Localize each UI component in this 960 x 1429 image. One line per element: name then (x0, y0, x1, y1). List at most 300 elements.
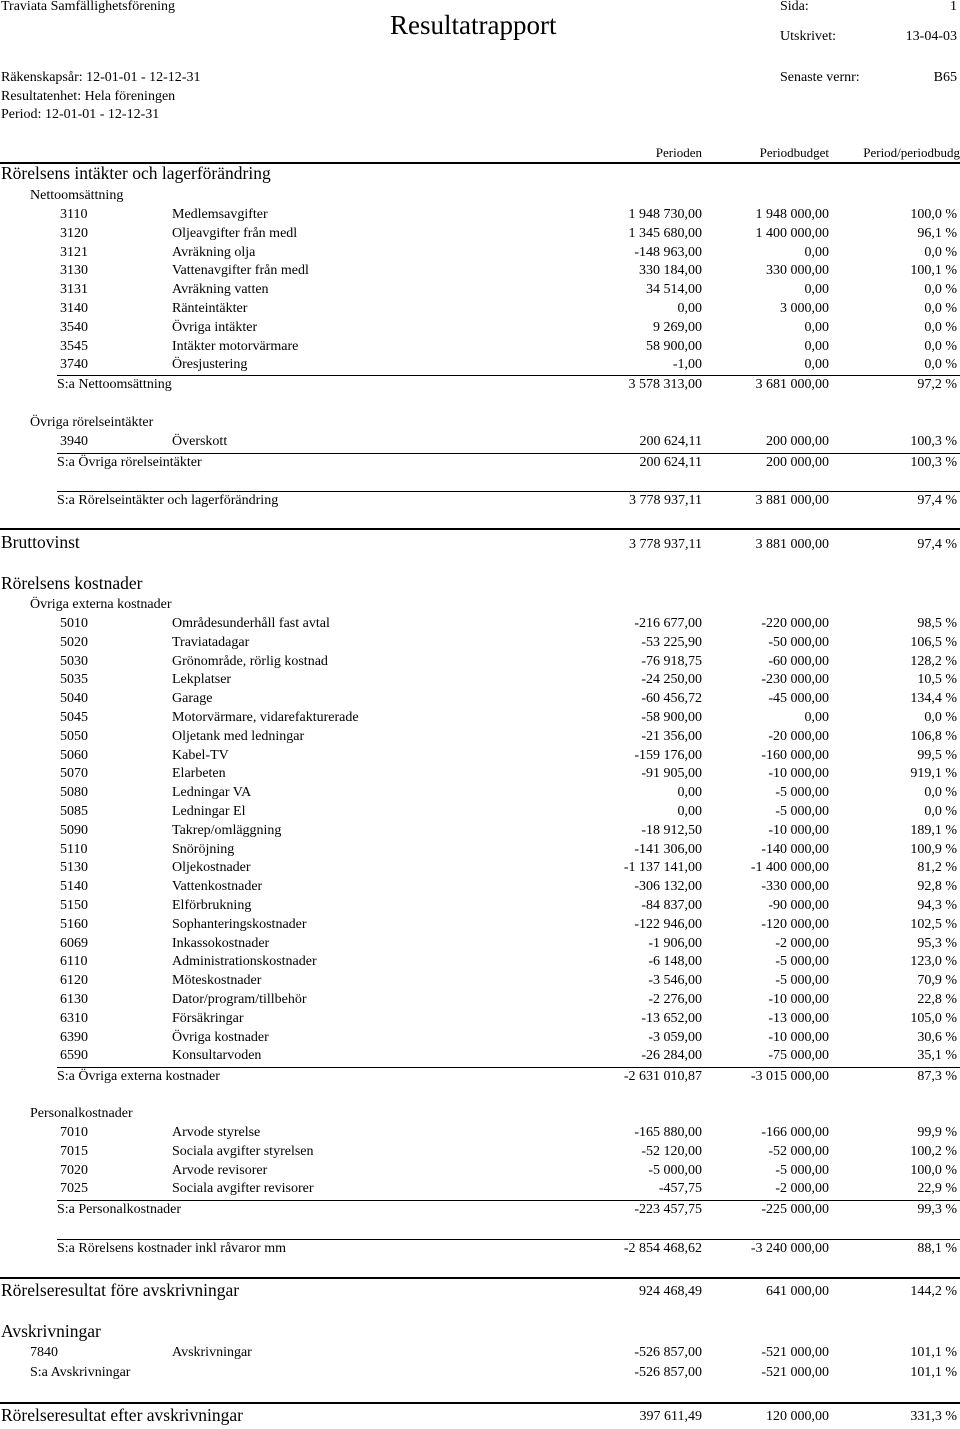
sum-label: S:a Rörelseintäkter och lagerförändring (57, 493, 279, 508)
latest-voucher-label: Senaste vernr: (780, 70, 860, 85)
sum-row (0, 454, 960, 473)
account-name: Arvode styrelse (172, 1125, 261, 1140)
period-amount: -60 456,72 (641, 691, 702, 707)
period-amount: -3 546,00 (648, 973, 702, 989)
period-amount: -91 905,00 (641, 766, 702, 782)
table-row (0, 747, 960, 766)
period-amount: 34 514,00 (646, 282, 702, 298)
ratio-percent: 95,3 % (917, 935, 957, 951)
period-amount: -21 356,00 (641, 728, 702, 744)
budget-amount: -5 000,00 (775, 1162, 829, 1178)
table-row (0, 709, 960, 728)
table-row (0, 916, 960, 935)
account-name: Oljekostnader (172, 860, 251, 876)
budget-amount: 0,00 (804, 244, 829, 260)
budget-amount: -10 000,00 (768, 992, 829, 1007)
account-number: 6390 (60, 1029, 88, 1045)
table-row (0, 859, 960, 878)
total-rule (0, 528, 960, 530)
ratio-percent: 100,3 % (910, 455, 957, 470)
budget-amount: 3 881 000,00 (755, 493, 829, 508)
ratio-percent: 134,4 % (910, 691, 957, 707)
budget-amount: 0,00 (804, 282, 829, 298)
period-amount: 58 900,00 (646, 338, 702, 354)
budget-amount: 0,00 (804, 710, 829, 725)
budget-amount: -166 000,00 (761, 1125, 829, 1140)
period-amount: -24 250,00 (641, 672, 702, 688)
account-name: Takrep/omläggning (172, 822, 282, 838)
sum-row (0, 1201, 960, 1220)
budget-amount: -90 000,00 (768, 898, 829, 913)
ratio-percent: 10,5 % (917, 672, 957, 688)
period-amount: -1 137 141,00 (623, 860, 702, 876)
period-amount: -53 225,90 (641, 634, 702, 650)
budget-amount: 200 000,00 (766, 455, 829, 470)
period-amount: -1 906,00 (648, 935, 702, 951)
ratio-percent: 100,0 % (910, 207, 957, 222)
budget-amount: -45 000,00 (768, 691, 829, 707)
budget-amount: -2 000,00 (775, 1181, 829, 1197)
account-number: 6590 (60, 1048, 88, 1064)
account-number: 5010 (60, 616, 88, 631)
table-row (0, 653, 960, 672)
account-number: 5150 (60, 898, 88, 913)
ratio-percent: 0,0 % (924, 244, 957, 260)
table-row (0, 1344, 960, 1363)
account-number: 3140 (60, 301, 88, 316)
account-name: Övriga intäkter (172, 319, 258, 335)
account-number: 6310 (60, 1010, 88, 1026)
ratio-percent: 98,5 % (917, 616, 957, 631)
account-number: 7010 (60, 1125, 88, 1140)
account-name: Elförbrukning (172, 898, 252, 913)
page-label: Sida: (780, 0, 809, 14)
ratio-percent: 101,1 % (910, 1365, 957, 1380)
org-name: Traviata Samfällighetsförening (1, 0, 176, 14)
account-name: Arvode revisorer (172, 1162, 268, 1178)
section-title: Avskrivningar (1, 1321, 101, 1341)
account-number: 5060 (60, 747, 88, 763)
account-name: Avräkning olja (172, 244, 256, 260)
period-amount: -76 918,75 (641, 653, 702, 669)
group-title: Övriga externa kostnader (30, 597, 172, 612)
printed-date: 13-04-03 (905, 29, 957, 44)
ratio-percent: 87,3 % (917, 1069, 957, 1084)
table-row (0, 972, 960, 991)
budget-amount: -220 000,00 (761, 616, 829, 631)
account-number: 3740 (60, 357, 88, 373)
account-name: Traviatadagar (172, 634, 250, 650)
table-row (0, 1029, 960, 1048)
account-name: Konsultarvoden (172, 1048, 262, 1064)
account-name: Ledningar VA (172, 785, 252, 801)
account-name: Sociala avgifter revisorer (172, 1181, 314, 1197)
budget-amount: 330 000,00 (766, 263, 829, 279)
account-number: 7840 (30, 1345, 58, 1360)
budget-amount: -60 000,00 (768, 653, 829, 669)
account-number: 5045 (60, 710, 88, 725)
table-row (0, 1143, 960, 1162)
ratio-percent: 22,9 % (917, 1181, 957, 1197)
budget-amount: 3 000,00 (780, 301, 829, 316)
table-row (0, 897, 960, 916)
period: Period: 12-01-01 - 12-12-31 (1, 107, 160, 122)
account-number: 5020 (60, 634, 88, 650)
ebit-label: Rörelseresultat efter avskrivningar (1, 1405, 243, 1425)
column-header-ratio: Period/periodbudg (863, 145, 960, 160)
table-row (0, 262, 960, 281)
ebit-row (0, 1405, 960, 1427)
account-number: 5110 (60, 841, 88, 857)
account-number: 6120 (60, 973, 88, 989)
account-name: Grönområde, rörlig kostnad (172, 653, 328, 669)
ratio-percent: 0,0 % (924, 282, 957, 298)
account-name: Öresjustering (172, 357, 248, 373)
account-name: Medlemsavgifter (172, 207, 268, 222)
ebitda-label: Rörelseresultat före avskrivningar (1, 1280, 240, 1300)
column-header-budget: Periodbudget (759, 145, 829, 160)
account-number: 3940 (60, 434, 88, 449)
budget-amount: 3 881 000,00 (755, 537, 829, 552)
account-name: Oljetank med ledningar (172, 728, 305, 744)
account-name: Avräkning vatten (172, 282, 269, 298)
account-number: 5080 (60, 785, 88, 801)
ratio-percent: 94,3 % (917, 898, 957, 913)
ratio-percent: 88,1 % (917, 1241, 957, 1256)
table-row (0, 1010, 960, 1029)
budget-amount: -3 240 000,00 (750, 1241, 829, 1256)
section-title: Rörelsens kostnader (1, 573, 143, 593)
ratio-percent: 128,2 % (910, 653, 957, 669)
period-amount: -306 132,00 (634, 879, 702, 895)
account-name: Försäkringar (172, 1010, 244, 1026)
ratio-percent: 35,1 % (917, 1048, 957, 1064)
gross-profit-label: Bruttovinst (1, 532, 80, 552)
ratio-percent: 106,5 % (910, 634, 957, 650)
account-name: Avskrivningar (172, 1345, 252, 1360)
ratio-percent: 0,0 % (924, 804, 957, 819)
account-number: 5130 (60, 860, 88, 876)
period-amount: -3 059,00 (648, 1029, 702, 1045)
period-amount: 0,00 (677, 301, 702, 316)
budget-amount: -5 000,00 (775, 785, 829, 801)
period-amount: -457,75 (658, 1181, 702, 1197)
ratio-percent: 100,1 % (910, 263, 957, 279)
table-row (0, 1047, 960, 1066)
ratio-percent: 0,0 % (924, 357, 957, 373)
sum-label: S:a Övriga rörelseintäkter (57, 455, 202, 470)
budget-amount: -330 000,00 (761, 879, 829, 895)
account-name: Övriga kostnader (172, 1029, 269, 1045)
table-row (0, 803, 960, 822)
sum-row (0, 376, 960, 395)
account-name: Möteskostnader (172, 973, 262, 989)
group-title: Personalkostnader (30, 1106, 133, 1121)
ratio-percent: 331,3 % (910, 1409, 957, 1424)
period-amount: 1 948 730,00 (628, 207, 702, 222)
budget-amount: -5 000,00 (775, 973, 829, 989)
account-name: Överskott (172, 434, 228, 449)
budget-amount: -5 000,00 (775, 954, 829, 970)
account-number: 3110 (60, 207, 88, 222)
period-amount: -165 880,00 (634, 1125, 702, 1140)
account-number: 6110 (60, 954, 88, 970)
budget-amount: -75 000,00 (768, 1048, 829, 1064)
budget-amount: 641 000,00 (766, 1284, 829, 1299)
period-amount: 3 578 313,00 (628, 377, 702, 392)
table-row (0, 765, 960, 784)
budget-amount: 1 400 000,00 (755, 225, 829, 241)
budget-amount: -5 000,00 (775, 804, 829, 819)
budget-amount: -230 000,00 (761, 672, 829, 688)
account-number: 5070 (60, 766, 88, 782)
account-number: 5090 (60, 822, 88, 838)
account-name: Vattenkostnader (172, 879, 263, 895)
account-number: 6130 (60, 992, 88, 1007)
period-amount: 330 184,00 (639, 263, 702, 279)
ratio-percent: 30,6 % (917, 1029, 957, 1045)
account-number: 3131 (60, 282, 88, 298)
ratio-percent: 123,0 % (910, 954, 957, 970)
ratio-percent: 70,9 % (917, 973, 957, 989)
period-amount: -526 857,00 (634, 1365, 702, 1380)
account-number: 7015 (60, 1143, 88, 1159)
period-amount: -148 963,00 (634, 244, 702, 260)
group-title: Övriga rörelseintäkter (30, 415, 154, 430)
account-name: Administrationskostnader (172, 954, 317, 970)
ratio-percent: 102,5 % (910, 916, 957, 932)
account-name: Sociala avgifter styrelsen (172, 1143, 314, 1159)
budget-amount: -20 000,00 (768, 728, 829, 744)
sum-label: S:a Personalkostnader (57, 1202, 182, 1217)
ratio-percent: 96,1 % (917, 225, 957, 241)
ratio-percent: 105,0 % (910, 1010, 957, 1026)
period-amount: -2 276,00 (648, 992, 702, 1007)
table-row (0, 728, 960, 747)
budget-amount: -140 000,00 (761, 841, 829, 857)
budget-amount: -1 400 000,00 (750, 860, 829, 876)
table-row (0, 1162, 960, 1181)
period-amount: -2 854 468,62 (623, 1241, 702, 1256)
period-amount: 0,00 (677, 804, 702, 819)
account-number: 3120 (60, 225, 88, 241)
budget-amount: 120 000,00 (766, 1409, 829, 1424)
account-name: Vattenavgifter från medl (172, 263, 309, 279)
period-amount: -52 120,00 (641, 1143, 702, 1159)
budget-amount: -225 000,00 (761, 1202, 829, 1217)
budget-amount: -52 000,00 (768, 1143, 829, 1159)
period-amount: -1,00 (672, 357, 702, 373)
ratio-percent: 99,3 % (917, 1202, 957, 1217)
account-number: 7025 (60, 1181, 88, 1197)
table-row (0, 991, 960, 1010)
period-amount: -13 652,00 (641, 1010, 702, 1026)
ratio-percent: 101,1 % (910, 1345, 957, 1360)
budget-amount: 0,00 (804, 357, 829, 373)
printed-label: Utskrivet: (780, 29, 836, 44)
table-row (0, 953, 960, 972)
sum-label: S:a Övriga externa kostnader (57, 1069, 220, 1084)
page-number: 1 (950, 0, 957, 14)
ratio-percent: 106,8 % (910, 728, 957, 744)
sum-label: S:a Nettoomsättning (57, 377, 172, 392)
period-amount: 200 624,11 (639, 434, 702, 449)
account-name: Garage (172, 691, 213, 707)
period-amount: -5 000,00 (648, 1162, 702, 1178)
budget-amount: -3 015 000,00 (750, 1069, 829, 1084)
account-number: 5035 (60, 672, 88, 688)
account-number: 5050 (60, 728, 88, 744)
table-row (0, 1124, 960, 1143)
period-amount: -58 900,00 (641, 710, 702, 725)
account-number: 6069 (60, 935, 88, 951)
table-row (0, 878, 960, 897)
period-amount: -122 946,00 (634, 916, 702, 932)
section-sum-row (0, 492, 960, 511)
table-row (0, 319, 960, 338)
budget-amount: -2 000,00 (775, 935, 829, 951)
period-amount: -159 176,00 (634, 747, 702, 763)
period-amount: 3 778 937,11 (629, 537, 702, 552)
table-row (0, 300, 960, 319)
sum-row (0, 1068, 960, 1087)
account-name: Oljeavgifter från medl (172, 225, 298, 241)
sum-label: S:a Rörelsens kostnader inkl råvaror mm (57, 1241, 287, 1256)
ratio-percent: 189,1 % (910, 822, 957, 838)
account-number: 3130 (60, 263, 88, 279)
period-amount: 9 269,00 (653, 319, 702, 335)
section-title: Rörelsens intäkter och lagerförändring (1, 163, 271, 183)
table-row (0, 338, 960, 357)
account-number: 5140 (60, 879, 88, 895)
account-number: 5085 (60, 804, 88, 819)
budget-amount: -10 000,00 (768, 766, 829, 782)
report-title: Resultatrapport (390, 10, 557, 40)
sum-label: S:a Avskrivningar (30, 1365, 131, 1380)
account-name: Sophanteringskostnader (172, 916, 307, 932)
period-amount: -141 306,00 (634, 841, 702, 857)
table-row (0, 356, 960, 375)
table-row (0, 822, 960, 841)
table-row (0, 690, 960, 709)
budget-amount: -521 000,00 (761, 1345, 829, 1360)
budget-amount: 3 681 000,00 (755, 377, 829, 392)
ratio-percent: 100,3 % (910, 434, 957, 449)
budget-amount: -521 000,00 (761, 1365, 829, 1380)
period-amount: 397 611,49 (639, 1409, 702, 1424)
ratio-percent: 0,0 % (924, 319, 957, 335)
period-amount: 0,00 (677, 785, 702, 801)
ratio-percent: 99,5 % (917, 747, 957, 763)
budget-amount: 1 948 000,00 (755, 207, 829, 222)
column-header-period: Perioden (655, 145, 702, 160)
ratio-percent: 92,8 % (917, 879, 957, 895)
account-name: Elarbeten (172, 766, 226, 782)
result-unit: Resultatenhet: Hela föreningen (1, 89, 176, 104)
period-amount: -84 837,00 (641, 898, 702, 913)
account-number: 5030 (60, 653, 88, 669)
account-name: Kabel-TV (172, 747, 229, 763)
account-number: 5160 (60, 916, 88, 932)
ratio-percent: 0,0 % (924, 338, 957, 354)
budget-amount: -10 000,00 (768, 822, 829, 838)
table-row (0, 433, 960, 452)
account-number: 3121 (60, 244, 88, 260)
period-amount: 1 345 680,00 (628, 225, 702, 241)
ratio-percent: 100,0 % (910, 1162, 957, 1178)
table-row (0, 841, 960, 860)
ratio-percent: 919,1 % (910, 766, 957, 782)
budget-amount: 0,00 (804, 319, 829, 335)
table-row (0, 1180, 960, 1199)
account-name: Ledningar El (172, 804, 246, 819)
period-amount: -216 677,00 (634, 616, 702, 631)
table-row (0, 206, 960, 225)
budget-amount: -120 000,00 (761, 916, 829, 932)
account-number: 5040 (60, 691, 88, 707)
period-amount: -223 457,75 (634, 1202, 702, 1217)
account-number: 7020 (60, 1162, 88, 1178)
budget-amount: -13 000,00 (768, 1010, 829, 1026)
account-name: Inkassokostnader (172, 935, 270, 951)
ratio-percent: 97,4 % (917, 537, 957, 552)
ratio-percent: 22,8 % (917, 992, 957, 1007)
account-number: 3545 (60, 338, 88, 354)
account-name: Områdesunderhåll fast avtal (172, 616, 330, 631)
budget-amount: -10 000,00 (768, 1029, 829, 1045)
ratio-percent: 81,2 % (917, 860, 957, 876)
table-row (0, 225, 960, 244)
table-row (0, 671, 960, 690)
ratio-percent: 100,2 % (910, 1143, 957, 1159)
ratio-percent: 0,0 % (924, 301, 957, 316)
period-amount: 3 778 937,11 (629, 493, 702, 508)
ratio-percent: 0,0 % (924, 785, 957, 801)
latest-voucher: B65 (933, 70, 957, 85)
ebitda-row (0, 1280, 960, 1302)
account-name: Ränteintäkter (172, 301, 248, 316)
gross-profit-row (0, 532, 960, 555)
group-title: Nettoomsättning (30, 188, 124, 203)
fiscal-year: Räkenskapsår: 12-01-01 - 12-12-31 (1, 70, 201, 85)
table-row (0, 634, 960, 653)
ratio-percent: 0,0 % (924, 710, 957, 725)
total-rule (0, 1402, 960, 1404)
account-name: Snöröjning (172, 841, 235, 857)
account-name: Dator/program/tillbehör (172, 992, 307, 1007)
account-name: Intäkter motorvärmare (172, 338, 299, 354)
ratio-percent: 144,2 % (910, 1284, 957, 1299)
period-amount: -2 631 010,87 (623, 1069, 702, 1084)
account-name: Motorvärmare, vidarefakturerade (172, 710, 359, 725)
table-row (0, 281, 960, 300)
table-row (0, 784, 960, 803)
budget-amount: -160 000,00 (761, 747, 829, 763)
ratio-percent: 100,9 % (910, 841, 957, 857)
budget-amount: -50 000,00 (768, 634, 829, 650)
table-row (0, 615, 960, 634)
account-number: 3540 (60, 319, 88, 335)
ratio-percent: 97,4 % (917, 493, 957, 508)
ratio-percent: 99,9 % (917, 1125, 957, 1140)
table-row (0, 244, 960, 263)
table-row (0, 935, 960, 954)
period-amount: -18 912,50 (641, 822, 702, 838)
period-amount: -26 284,00 (641, 1048, 702, 1064)
sum-row (0, 1364, 960, 1383)
period-amount: 200 624,11 (639, 455, 702, 470)
budget-amount: 0,00 (804, 338, 829, 354)
